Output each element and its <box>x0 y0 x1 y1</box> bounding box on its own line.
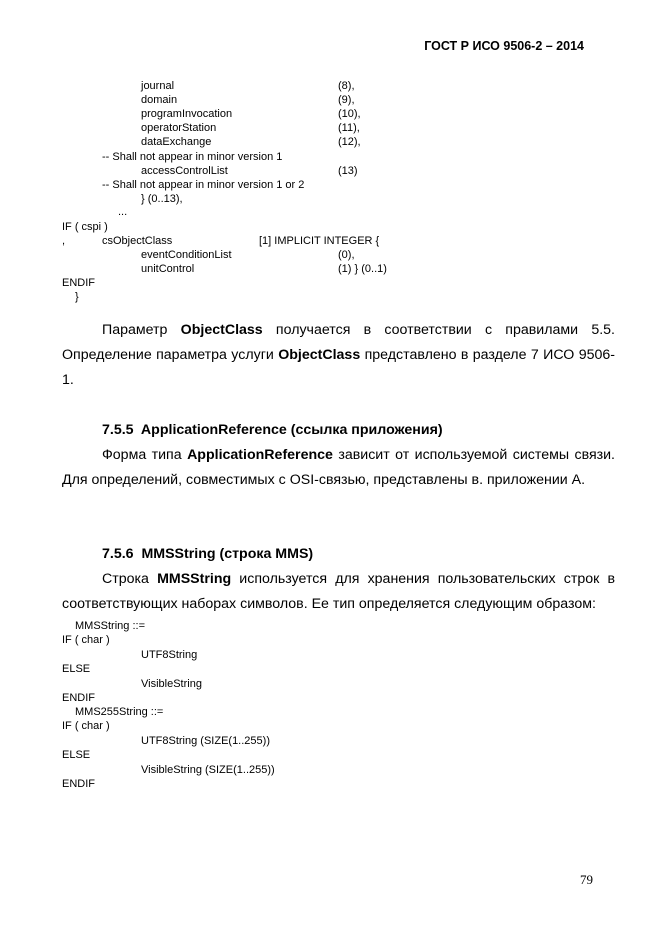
code-line: ENDIF <box>62 692 95 704</box>
paragraph-application-reference: Форма типа ApplicationReference зависит от используемой системы связи. Для определений, совместимых с OSI-связью, представлены в. приложении А. <box>62 447 615 488</box>
code-line-value: (0), <box>338 249 355 261</box>
term-bold: ObjectClass <box>180 322 263 338</box>
code-line-value: [1] IMPLICIT INTEGER { <box>259 235 380 247</box>
code-line: ENDIF <box>62 277 95 289</box>
code-comment: -- Shall not appear in minor version 1 <box>102 151 283 163</box>
code-ellipsis: ... <box>118 206 128 218</box>
code-line: eventConditionList <box>141 249 232 261</box>
code-line: ENDIF <box>62 778 95 790</box>
code-line: programInvocation <box>141 108 233 120</box>
section-heading-7-5-5: 7.5.5 ApplicationReference (ссылка приложения) <box>102 422 443 438</box>
term-bold: ApplicationReference <box>187 447 333 463</box>
page-number: 79 <box>580 872 593 887</box>
section-heading-7-5-6: 7.5.6 MMSString (строка MMS) <box>102 546 314 562</box>
code-line: } <box>75 291 79 303</box>
code-line: domain <box>141 94 178 106</box>
code-line: UTF8String <box>141 649 198 661</box>
code-line: } (0..13), <box>141 193 183 205</box>
term-bold: MMSString <box>157 571 232 587</box>
code-line: accessControlList <box>141 165 228 177</box>
code-line: unitControl <box>141 263 195 275</box>
code-line: ELSE <box>62 663 91 675</box>
code-line-value: (13) <box>338 165 358 177</box>
asn1-code-block-mms-string <box>0 619 662 799</box>
paragraph-object-class: Параметр ObjectClass получается в соответствии с правилами 5.5. Определение параметра услуги ObjectClass представлено в разделе 7 ИСО 9506-1. <box>62 322 615 388</box>
code-line: IF ( char ) <box>62 634 110 646</box>
code-line: UTF8String (SIZE(1..255)) <box>141 735 270 747</box>
document-header: ГОСТ Р ИСО 9506-2 – 2014 <box>424 39 584 53</box>
code-line: ELSE <box>62 749 91 761</box>
code-line-value: (11), <box>338 122 360 134</box>
asn1-code-block-object-class <box>0 79 662 309</box>
code-line: operatorStation <box>141 122 217 134</box>
code-line-value: (12), <box>338 136 361 148</box>
code-line: IF ( char ) <box>62 720 110 732</box>
code-line: , <box>62 235 66 247</box>
code-line-value: (8), <box>338 80 355 92</box>
code-line-value: (9), <box>338 94 355 106</box>
term-bold: ObjectClass <box>278 347 361 363</box>
code-line: csObjectClass <box>102 235 173 247</box>
code-line-value: (1) } (0..1) <box>338 263 387 275</box>
code-line: MMSString ::= <box>75 620 145 632</box>
code-line-value: (10), <box>338 108 361 120</box>
code-line: dataExchange <box>141 136 212 148</box>
code-comment: -- Shall not appear in minor version 1 or 2 <box>102 179 305 191</box>
code-line: VisibleString (SIZE(1..255)) <box>141 764 275 776</box>
code-line: VisibleString <box>141 678 202 690</box>
code-line: MMS255String ::= <box>75 706 164 718</box>
paragraph-mms-string: Строка MMSString используется для хранения пользовательских строк в соответствующих наборах символов. Ее тип определяется следующим образом: <box>62 571 615 612</box>
code-line: IF ( cspi ) <box>62 221 108 233</box>
code-line: journal <box>141 80 175 92</box>
